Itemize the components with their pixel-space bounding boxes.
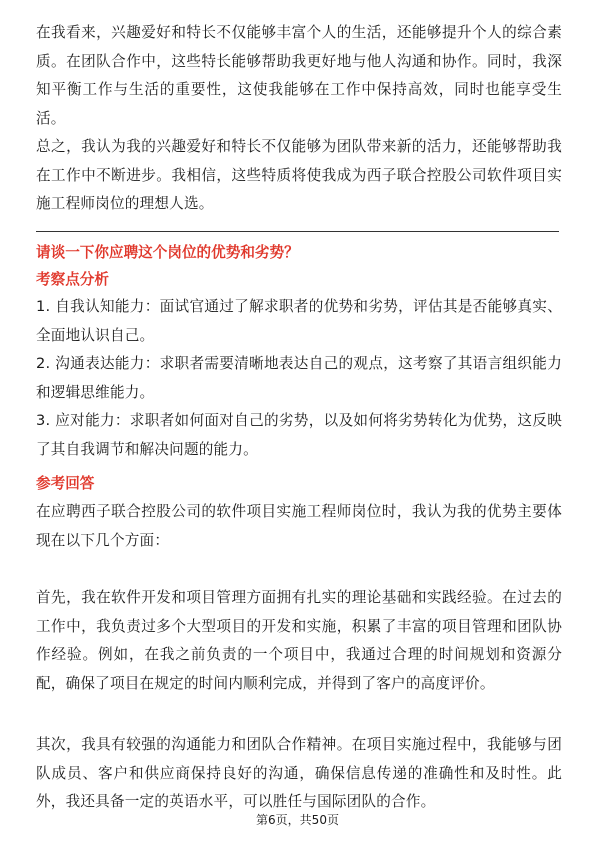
intro-paragraph-2: 总之，我认为我的兴趣爱好和特长不仅能够为团队带来新的活力，还能够帮助我在工作中不断进步。我相信，这些特质将使我成为西子联合控股公司软件项目实施工程师岗位的理想人选。	[36, 138, 562, 212]
section-divider	[36, 231, 559, 232]
answer-paragraph-2: 首先，我在软件开发和项目管理方面拥有扎实的理论基础和实践经验。在过去的工作中，我负责过多个大型项目的开发和实施，积累了丰富的项目管理和团队协作经验。例如，在我之前负责的一个项目中，我通过合理的时间规划和资源分配，确保了项目在规定的时间内顺利完成，并得到了客户的高度评价。	[36, 589, 562, 692]
intro-paragraph-1: 在我看来，兴趣爱好和特长不仅能够丰富个人的生活，还能够提升个人的综合素质。在团队合作中，这些特长能够帮助我更好地与他人沟通和协作。同时，我深知平衡工作与生活的重要性，这使我能够在工作中保持高效，同时也能享受生活。	[36, 24, 562, 127]
analysis-item-2: 2. 沟通表达能力：求职者需要清晰地表达自己的观点，这考察了其语言组织能力和逻辑思维能力。	[36, 355, 562, 401]
analysis-heading: 考察点分析	[36, 271, 109, 288]
analysis-item-3: 3. 应对能力：求职者如何面对自己的劣势，以及如何将劣势转化为优势，这反映了其自我调节和解决问题的能力。	[36, 412, 562, 458]
analysis-item-1: 1. 自我认知能力：面试官通过了解求职者的优势和劣势，评估其是否能够真实、全面地认识自己。	[36, 298, 562, 344]
answer-paragraph-3: 其次，我具有较强的沟通能力和团队合作精神。在项目实施过程中，我能够与团队成员、客户和供应商保持良好的沟通，确保信息传递的准确性和及时性。此外，我还具备一定的英语水平，可以胜任与国际团队的合作。	[36, 736, 562, 810]
page-number-footer: 第6页，共50页	[256, 813, 339, 827]
answer-heading: 参考回答	[36, 475, 95, 492]
answer-paragraph-1: 在应聘西子联合控股公司的软件项目实施工程师岗位时，我认为我的优势主要体现在以下几个方面：	[36, 503, 562, 549]
question-title: 请谈一下你应聘这个岗位的优势和劣势？	[36, 244, 299, 261]
